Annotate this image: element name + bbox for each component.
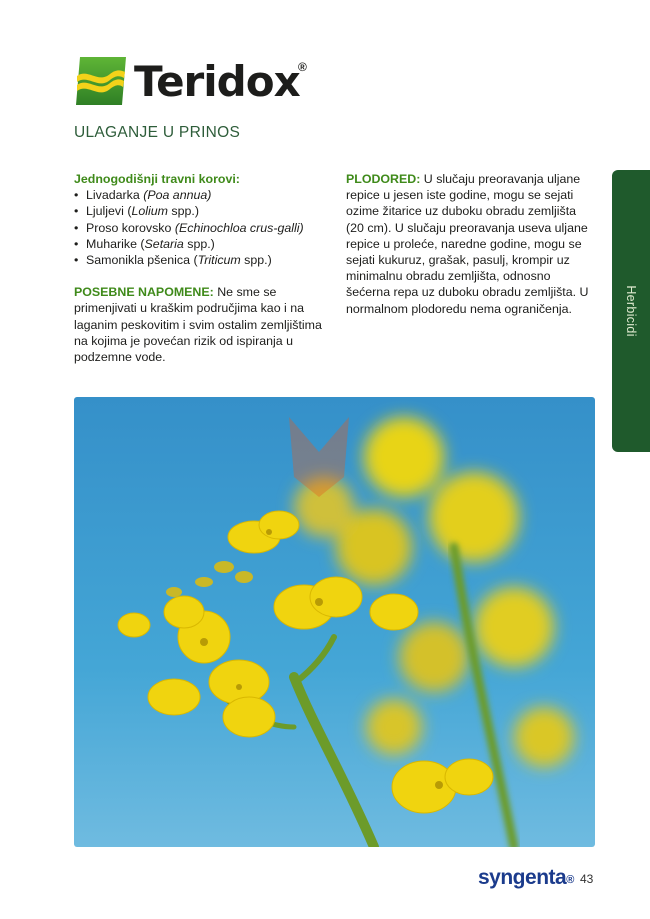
rapeseed-photo <box>74 397 595 847</box>
special-notes <box>74 284 336 365</box>
side-tab-herbicides <box>612 170 650 452</box>
weeds-heading: Jednogodišnji travni korovi: <box>74 172 240 186</box>
crop-rotation-label: PLODORED: <box>346 172 421 186</box>
rapeseed-illustration <box>74 397 595 847</box>
left-column <box>74 171 336 365</box>
weeds-list <box>74 187 336 268</box>
logo-wordmark: Teridox <box>134 57 300 106</box>
list-item: • Livadarka (Poa annua) <box>74 187 336 203</box>
special-notes-text: Ne sme se primenjivati u kraškim područjima kao i na laganim peskovitim i svim ostalim zemljištima na kojima je povećan rizik od ispiranja u podzemne vode. <box>74 285 322 365</box>
crop-rotation <box>346 171 596 317</box>
teridox-logo <box>74 54 314 110</box>
list-item: • Muharike (Setaria spp.) <box>74 236 336 252</box>
page-number: 43 <box>580 872 594 886</box>
syngenta-wordmark: syngenta <box>478 866 567 889</box>
right-column <box>346 171 596 317</box>
side-tab-label: Herbicidi <box>624 285 638 337</box>
teridox-wave-icon <box>74 54 128 108</box>
syngenta-logo <box>478 866 574 890</box>
syngenta-registered-mark: ® <box>566 874 574 886</box>
special-notes-label: POSEBNE NAPOMENE: <box>74 285 214 300</box>
list-item: • Ljuljevi (Lolium spp.) <box>74 203 336 219</box>
section-title: ULAGANJE U PRINOS <box>74 124 241 141</box>
list-item: • Proso korovsko (Echinochloa crus-galli) <box>74 220 336 236</box>
crop-rotation-text: U slučaju preoravanja uljane repice u jesen iste godine, mogu se sejati ozime žitarice uz duboku obradu zemljišta (20 cm). U slučaju preoravanja useva uljane repice u proleće, naredne godine, mogu se sejati kukuruz, grašak, pasulj, krompir uz minimalnu obradu zemljišta, odnosno šećerna repa uz duboku obradu zemljišta. U normalnom plodoredu nema ograničenja. <box>346 172 589 316</box>
list-item: • Samonikla pšenica (Triticum spp.) <box>74 252 336 268</box>
registered-mark: ® <box>298 60 307 74</box>
